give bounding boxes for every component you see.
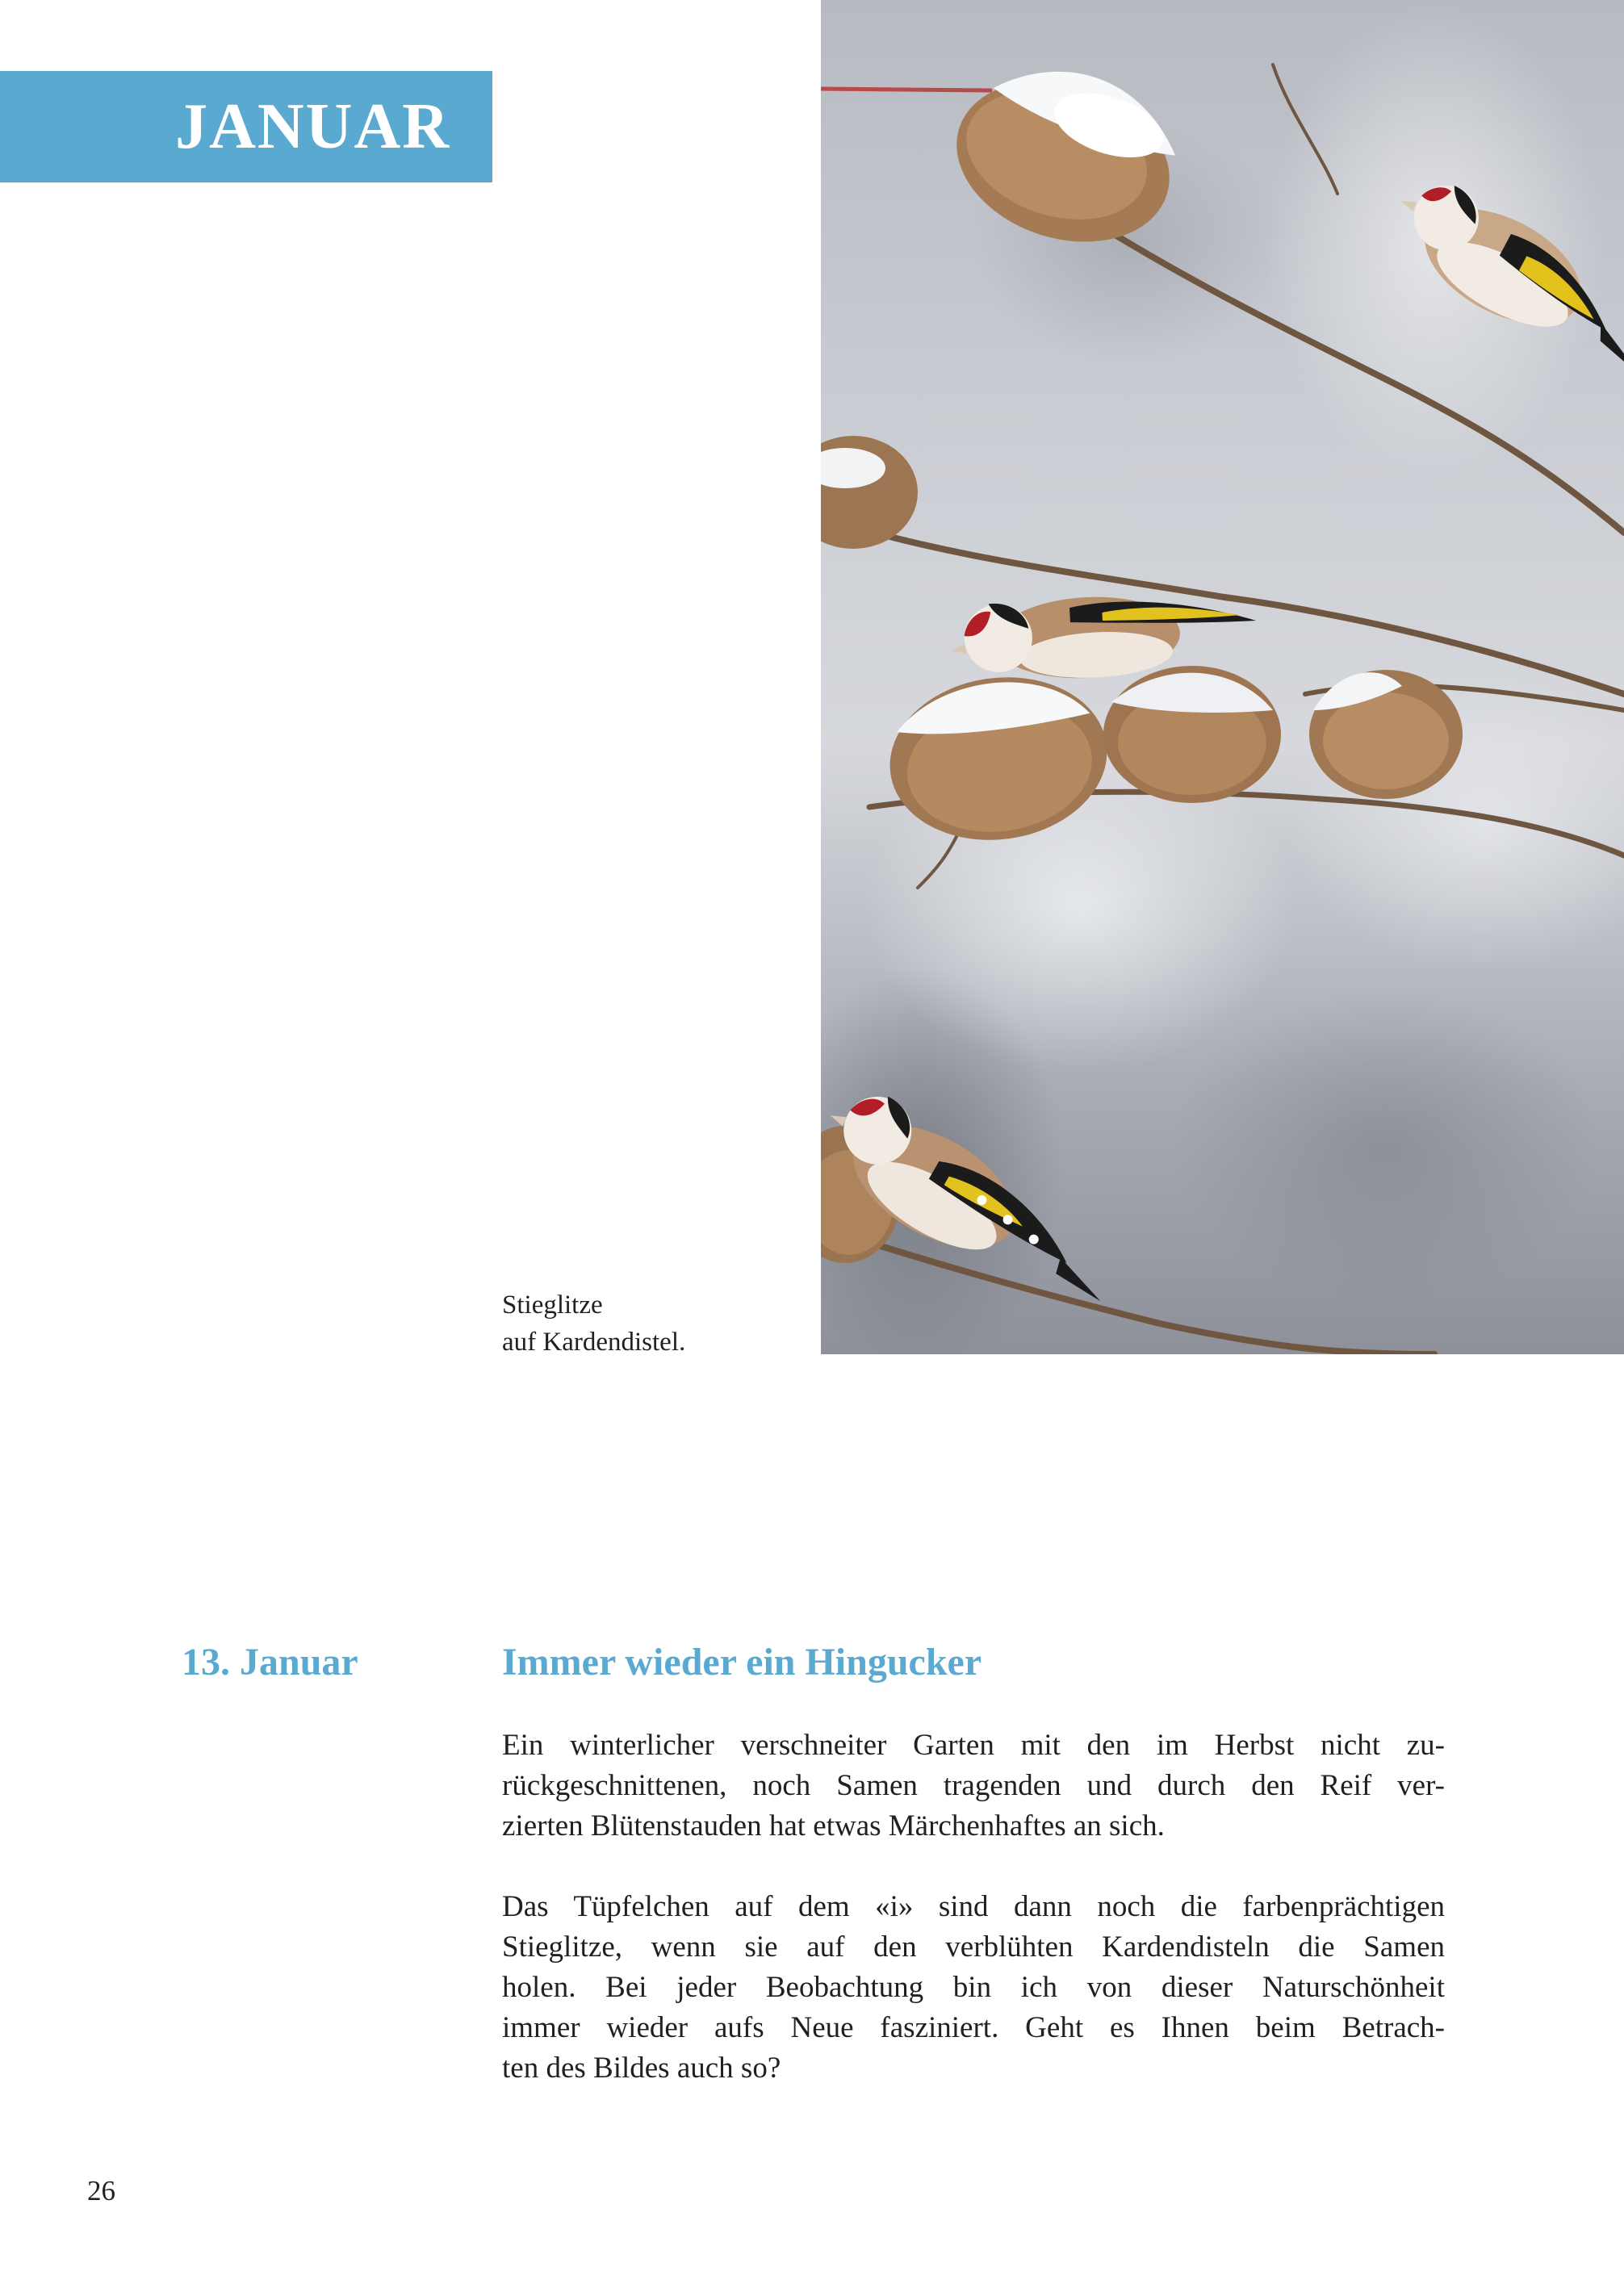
body-line: Stieglitze, wenn sie auf den verblühten Kardendisteln die Samen bbox=[502, 1930, 1445, 1964]
entry-date: 13. Januar bbox=[182, 1641, 358, 1684]
photo-caption bbox=[502, 1286, 685, 1361]
goldfinch-top bbox=[1374, 166, 1624, 389]
teasel-head-mid3 bbox=[1309, 670, 1463, 799]
entry-title: Immer wieder ein Hingucker bbox=[502, 1641, 982, 1684]
body-line: Das Tüpfelchen auf dem «i» sind dann noch die farbenprächtigen bbox=[502, 1890, 1445, 1923]
paragraph-gap bbox=[502, 1847, 1445, 1887]
teasel-head-left bbox=[821, 436, 918, 549]
month-banner bbox=[0, 71, 492, 182]
teasel-head-top bbox=[935, 42, 1195, 268]
month-title: JANUAR bbox=[175, 91, 450, 162]
goldfinch-photo bbox=[821, 0, 1624, 1354]
body-line: Ein winterlicher verschneiter Garten mit den im Herbst nicht zu- bbox=[502, 1729, 1445, 1762]
body-line: zierten Blütenstauden hat etwas Märchenhaftes an sich. bbox=[502, 1809, 1165, 1843]
body-line: holen. Bei jeder Beobachtung bin ich von dieser Naturschönheit bbox=[502, 1971, 1445, 2004]
page-number: 26 bbox=[87, 2175, 115, 2206]
caption-line-1: Stieglitze bbox=[502, 1290, 603, 1320]
caption-line-2: auf Kardendistel. bbox=[502, 1328, 686, 1357]
body-line: immer wieder aufs Neue fasziniert. Geht es Ihnen beim Betrach- bbox=[502, 2011, 1445, 2044]
body-line: rückgeschnittenen, noch Samen tragenden und durch den Reif ver- bbox=[502, 1769, 1445, 1802]
teasel-head-mid1 bbox=[879, 663, 1117, 854]
teasel-head-mid2 bbox=[1103, 666, 1281, 803]
body-line: ten des Bildes auch so? bbox=[502, 2052, 781, 2085]
entry-body bbox=[502, 1725, 1445, 2089]
